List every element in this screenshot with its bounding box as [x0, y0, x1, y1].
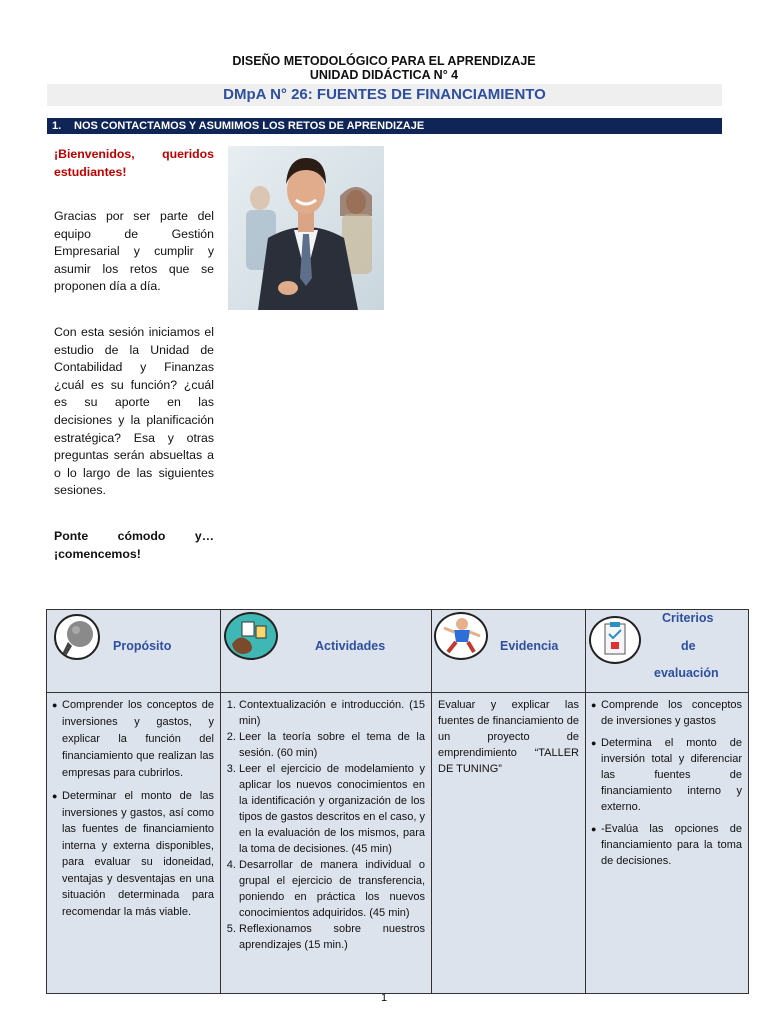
header-actividades	[221, 610, 432, 693]
checklist-icon	[589, 616, 641, 664]
criterios-cell	[586, 693, 749, 994]
section-header	[47, 118, 722, 134]
actividades-cell	[221, 693, 432, 994]
header-evidencia	[432, 610, 586, 693]
boulder-push-icon	[54, 614, 100, 660]
activities-icon	[224, 612, 278, 660]
section-number: 1.	[52, 120, 62, 132]
header-criterios	[586, 610, 749, 693]
criterio-item: ● Comprende los conceptos de inversiones y gastos	[592, 697, 742, 729]
actividad-item: 3. Leer el ejercicio de modelamiento y aplicar los nuevos conocimientos en la identificación y organización de los tipos de gastos descritos en el caso, y en la evaluación de los mismos, para la toma de decisiones. (45 min)	[239, 761, 425, 857]
section-title: NOS CONTACTAMOS Y ASUMIMOS LOS RETOS DE APRENDIZAJE	[74, 120, 425, 132]
header-proposito	[47, 610, 221, 693]
proposito-item: ● Comprender los conceptos de inversiones y gastos, y explicar la función del financiamiento que realizan las empresas para cubrirlos.	[53, 697, 214, 782]
businessman-photo	[228, 146, 384, 310]
table-body-row	[47, 693, 749, 994]
actividad-item: 5. Reflexionamos sobre nuestros aprendizajes (15 min.)	[239, 921, 425, 953]
runner-icon	[434, 612, 488, 660]
proposito-cell	[47, 693, 221, 994]
actividad-item: 2. Leer la teoría sobre el tema de la sesión. (60 min)	[239, 729, 425, 761]
header-actividades-label: Actividades	[315, 639, 386, 653]
welcome-text: ¡Bienvenidos, queridos estudiantes!	[54, 147, 214, 179]
criterio-item: ● Determina el monto de inversión total y diferenciar las fuentes de financiamiento interno y externo.	[592, 735, 742, 815]
intro-paragraph-1: Gracias por ser parte del equipo de Gestión Empresarial y cumplir y asumir los retos que se proponen día a día.	[54, 209, 214, 294]
evidencia-cell: Evaluar y explicar las fuentes de financiamiento de un proyecto de emprendimiento “TALLER DE TUNING”	[432, 693, 586, 994]
table-header-row	[47, 610, 749, 693]
closing-text: Ponte cómodo y… ¡comencemos!	[54, 529, 214, 561]
actividad-item: 4. Desarrollar de manera individual o grupal el ejercicio de transferencia, poniendo en práctica los nuevos conocimientos adquiridos. (45 min)	[239, 857, 425, 921]
header-evidencia-label: Evidencia	[500, 639, 559, 653]
proposito-item: ● Determinar el monto de las inversiones y gastos, así como las fuentes de financiamiento interna y externa disponibles, para evaluar su idoneidad, ventajas y desventajas en una situación determinada para recomendar la más viable.	[53, 788, 214, 920]
criterio-item: ● -Evalúa las opciones de financiamiento para la toma de decisiones.	[592, 821, 742, 869]
document-heading-line2: UNIDAD DIDÁCTICA N° 4	[309, 68, 459, 82]
header-proposito-label: Propósito	[113, 639, 172, 653]
page-number: 1	[380, 992, 388, 1004]
header-criterios-label-2: de	[681, 639, 696, 653]
header-criterios-label-1: Criterios	[662, 611, 714, 625]
intro-paragraph-2: Con esta sesión iniciamos el estudio de la Unidad de Contabilidad y Finanzas ¿cuál es su función? ¿cuál es su aporte en las decisiones y la planificación estratégica? Esa y otras preguntas serán absueltas a o lo largo de las siguientes sesiones.	[54, 325, 214, 498]
header-criterios-label-3: evaluación	[654, 666, 719, 680]
document-heading-line1: DISEÑO METODOLÓGICO PARA EL APRENDIZAJE	[232, 54, 536, 68]
session-plan-table	[46, 609, 749, 994]
actividad-item: 1. Contextualización e introducción. (15 min)	[239, 697, 425, 729]
session-title: DMpA N° 26: FUENTES DE FINANCIAMIENTO	[47, 84, 722, 106]
